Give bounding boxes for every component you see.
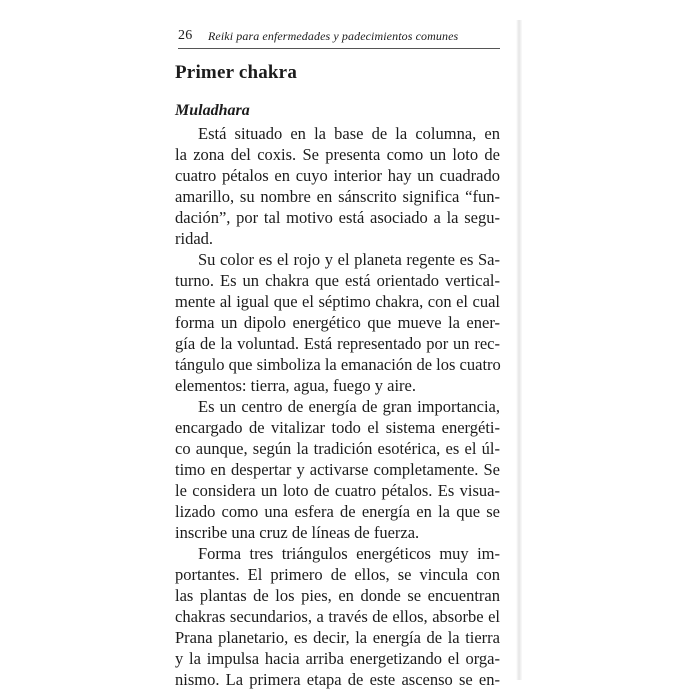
text-line: Es un centro de energía de gran importancia, [198,397,500,416]
text-line: forma un dipolo energético que mueve la ener- [175,313,500,332]
text-line: chakras secundarios, a través de ellos, absorbe el [175,607,500,626]
text-line: la zona del coxis. Se presenta como un loto de [175,145,500,164]
text-line: encargado de vitalizar todo el sistema energéti- [175,418,500,437]
text-line: las plantas de los pies, en donde se encuentran [175,586,500,605]
text-line: tángulo que simboliza la emanación de los cuatro [175,355,501,374]
running-title: Reiki para enfermedades y padecimientos comunes [208,29,459,43]
text-line: ridad. [175,229,214,248]
text-line: timo en despertar y activarse completamente. Se [175,460,500,479]
text-line: co aunque, según la tradición esotérica, es el úl- [175,439,500,458]
text-line: Su color es el rojo y el planeta regente es Sa- [198,250,500,269]
text-line: Prana planetario, es decir, la energía de la tierra [175,628,500,647]
text-line: cuatro pétalos en cuyo interior hay un cuadrado [175,166,500,185]
text-line: mente al igual que el séptimo chakra, con el cual [175,292,500,311]
section-title: Muladhara [175,102,250,119]
running-header [178,28,500,46]
text-line: gía de la voluntad. Está representado por un rec- [175,334,500,353]
text-line: portantes. El primero de ellos, se vincula con [175,565,500,584]
text-line: le considera un loto de cuatro pétalos. Es visua- [175,481,500,500]
text-line: elementos: tierra, agua, fuego y aire. [175,376,416,395]
text-line: y la impulsa hacia arriba energetizando el orga- [175,649,500,668]
text-line: turno. Es un chakra que está orientado vertical- [175,271,500,290]
chapter-title: Primer chakra [175,62,298,83]
page-number: 26 [178,28,193,43]
text-line: Está situado en la base de la columna, en [198,124,500,143]
text-line: lizado como una esfera de energía en la que se [175,502,500,521]
text-line: dación”, por tal motivo está asociado a la segu- [175,208,500,227]
text-line: nismo. La primera etapa de este ascenso se en- [175,670,500,689]
text-line: Forma tres triángulos energéticos muy im- [198,544,500,563]
page-edge-shadow [516,20,522,680]
text-line: inscribe una cruz de líneas de fuerza. [175,523,420,542]
text-line: amarillo, su nombre en sánscrito significa “fun- [175,187,500,206]
header-rule [178,48,500,49]
